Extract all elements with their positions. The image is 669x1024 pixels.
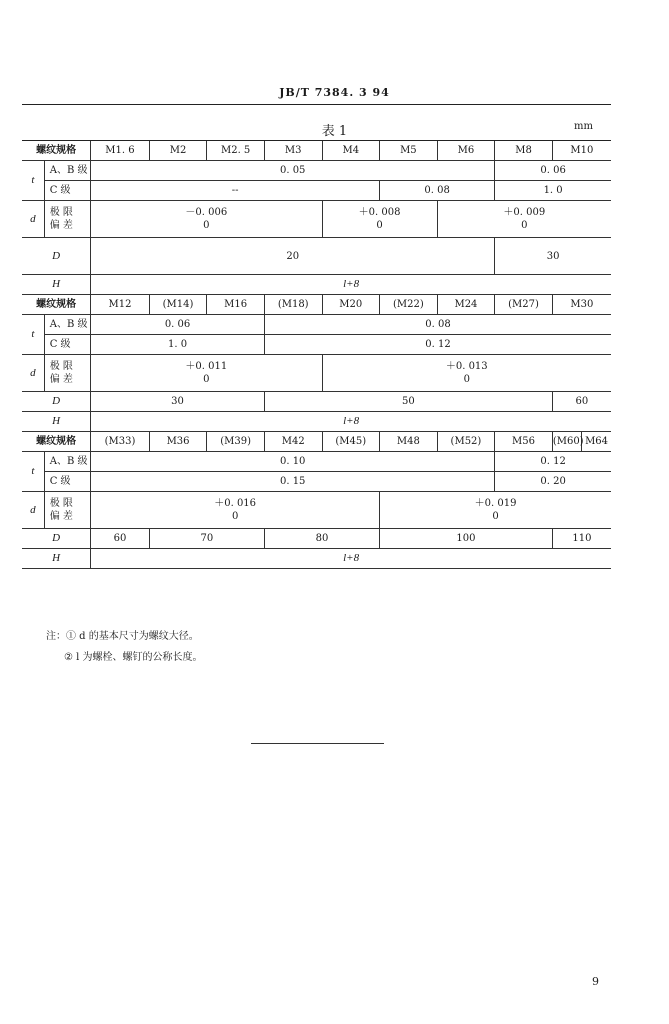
table-row [22,549,611,569]
spec-cell: M30 [552,295,611,315]
spec-cell: (M18) [264,295,322,315]
value-cell: 80 [264,529,379,549]
symbol-H: H [22,549,91,569]
symbol-d: d [22,492,44,529]
grade-ab-label: A、B 级 [44,161,90,181]
symbol-d: d [22,355,44,392]
spec-cell: M48 [380,432,438,452]
table-row [22,201,611,238]
spec-cell: M12 [91,295,150,315]
spec-cell: M2 [149,141,207,161]
value-cell: 70 [149,529,264,549]
spec-cell: M5 [380,141,438,161]
value-cell: 0. 15 [91,472,495,492]
spec-header: 螺纹规格 [22,432,91,452]
grade-c-label: C 级 [44,335,90,355]
tolerance-cell: ＋0. 013 0 [322,355,611,392]
table-row [22,295,611,315]
tolerance-cell: ＋0. 008 0 [322,201,437,238]
page-number: 9 [592,975,599,988]
value-cell: 0. 08 [380,181,495,201]
grade-ab-label: A、B 级 [44,315,90,335]
symbol-H: H [22,275,91,295]
symbol-t: t [22,315,44,355]
value-cell: 100 [380,529,553,549]
value-cell: l+8 [91,412,611,432]
table-notes [46,626,203,668]
value-cell: 20 [91,238,495,275]
spec-cell: (M33) [91,432,150,452]
value-cell: 0. 06 [495,161,611,181]
value-cell: 30 [495,238,611,275]
table-caption: 表 1 [321,124,348,139]
note-1: 注：① d 的基本尺寸为螺纹大径。 [46,631,199,642]
tolerance-cell: ＋0. 016 0 [91,492,380,529]
spec-cell: M36 [149,432,207,452]
table-row [22,529,611,549]
value-cell: 60 [91,529,150,549]
spec-cell: M3 [264,141,322,161]
symbol-d: d [22,201,44,238]
header-rule [22,104,611,105]
end-rule [251,743,384,744]
tolerance-cell: ＋0. 011 0 [91,355,322,392]
table-unit: mm [574,121,593,132]
table-row [22,181,611,201]
tolerance-cell: ＋0. 019 0 [380,492,611,529]
table-row [22,275,611,295]
spec-header: 螺纹规格 [22,141,91,161]
spec-table [22,140,611,569]
value-cell: 0. 06 [91,315,265,335]
value-cell: 0. 10 [91,452,495,472]
spec-cell: M64 [582,432,611,452]
grade-c-label: C 级 [44,181,90,201]
value-cell: 50 [264,392,552,412]
value-cell: 1. 0 [91,335,265,355]
tolerance-label: 极 限 偏 差 [44,201,90,238]
symbol-H: H [22,412,91,432]
symbol-D: D [22,392,91,412]
spec-cell: M4 [322,141,380,161]
spec-cell: (M39) [207,432,265,452]
value-cell: 0. 12 [495,452,611,472]
spec-cell: M8 [495,141,553,161]
value-cell: 0. 20 [495,472,611,492]
spec-cell: M16 [207,295,265,315]
value-cell: 0. 08 [264,315,611,335]
value-cell: 30 [91,392,265,412]
table-row [22,432,611,452]
value-cell: 0. 05 [91,161,495,181]
table-row [22,452,611,472]
tolerance-label: 极 限 偏 差 [44,492,90,529]
value-cell: 110 [552,529,611,549]
table-row [22,315,611,335]
spec-cell: M20 [322,295,380,315]
table-row [22,472,611,492]
spec-cell: (M27) [495,295,553,315]
spec-cell: M10 [552,141,611,161]
table-row [22,141,611,161]
symbol-D: D [22,238,91,275]
tolerance-label: 极 限 偏 差 [44,355,90,392]
table-row [22,392,611,412]
spec-cell: (M60) [552,432,581,452]
tolerance-cell: －0. 006 0 [91,201,322,238]
table-row [22,335,611,355]
tolerance-cell: ＋0. 009 0 [437,201,611,238]
spec-cell: (M14) [149,295,207,315]
grade-c-label: C 级 [44,472,90,492]
spec-cell: M56 [495,432,553,452]
value-cell: l+8 [91,275,611,295]
value-cell: 60 [552,392,611,412]
table-row [22,161,611,181]
spec-cell: M6 [437,141,495,161]
spec-cell: M1. 6 [91,141,150,161]
value-cell: 0. 12 [264,335,611,355]
spec-cell: M2. 5 [207,141,265,161]
table-row [22,238,611,275]
spec-cell: (M45) [322,432,380,452]
spec-cell: M24 [437,295,495,315]
spec-cell: M42 [264,432,322,452]
grade-ab-label: A、B 级 [44,452,90,472]
value-cell: 1. 0 [495,181,611,201]
spec-header: 螺纹规格 [22,295,91,315]
value-cell: l+8 [91,549,611,569]
note-2: ② l 为螺栓、螺钉的公称长度。 [64,652,203,663]
symbol-t: t [22,161,44,201]
table-row [22,355,611,392]
symbol-t: t [22,452,44,492]
table-row [22,412,611,432]
symbol-D: D [22,529,91,549]
spec-cell: (M22) [380,295,438,315]
table-row [22,492,611,529]
spec-cell: (M52) [437,432,495,452]
standard-number: JB/T 7384. 3 94 [279,86,390,99]
value-cell: -- [91,181,380,201]
